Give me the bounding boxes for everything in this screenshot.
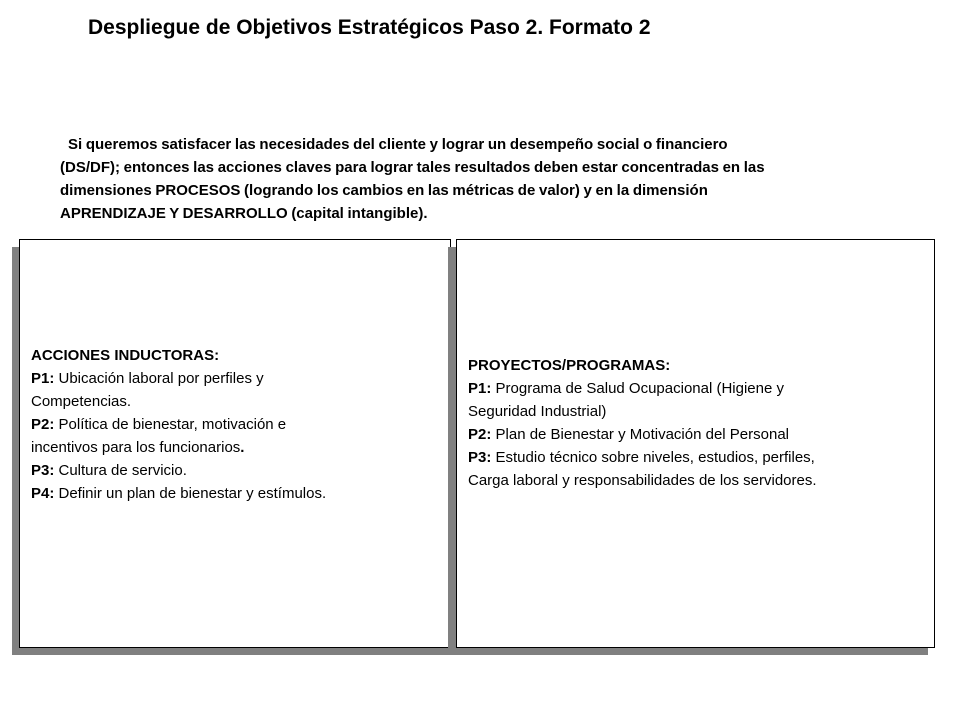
proyectos-p1-text: Programa de Salud Ocupacional (Higiene y bbox=[491, 380, 785, 397]
acciones-heading: ACCIONES INDUCTORAS: bbox=[31, 347, 220, 364]
acciones-item-p2 bbox=[31, 413, 326, 436]
acciones-p1-text: Ubicación laboral por perfiles y bbox=[54, 370, 264, 387]
proyectos-p3-continuation: Carga laboral y responsabilidades de los servidores. bbox=[468, 472, 817, 489]
acciones-p4-text: Definir un plan de bienestar y estímulos. bbox=[54, 485, 327, 502]
proyectos-panel bbox=[456, 239, 935, 648]
acciones-p3-text: Cultura de servicio. bbox=[54, 462, 187, 479]
proyectos-p3-text: Estudio técnico sobre niveles, estudios, perfiles, bbox=[491, 449, 815, 466]
proyectos-content bbox=[468, 354, 817, 492]
acciones-p2-continuation bbox=[31, 436, 326, 459]
proyectos-p1-continuation: Seguridad Industrial) bbox=[468, 403, 607, 420]
acciones-p2-code: P2: bbox=[31, 416, 55, 433]
proyectos-heading: PROYECTOS/PROGRAMAS: bbox=[468, 357, 671, 374]
proyectos-item-p2 bbox=[468, 423, 817, 446]
intro-line-4: APRENDIZAJE Y DESARROLLO (capital intangible). bbox=[60, 205, 428, 222]
intro-paragraph bbox=[60, 133, 940, 225]
acciones-p2-cont-text: incentivos para los funcionarios bbox=[31, 439, 241, 456]
acciones-item-p3 bbox=[31, 459, 326, 482]
proyectos-item-p1 bbox=[468, 377, 817, 400]
intro-line-1: Si queremos satisfacer las necesidades del cliente y lograr un desempeño social o financiero bbox=[68, 136, 728, 153]
acciones-p2-end: . bbox=[240, 439, 245, 456]
acciones-panel bbox=[19, 239, 451, 648]
intro-line-3: dimensiones PROCESOS (logrando los cambios en las métricas de valor) y en la dimensión bbox=[60, 182, 708, 199]
proyectos-p2-code: P2: bbox=[468, 426, 492, 443]
acciones-p1-continuation: Competencias. bbox=[31, 393, 132, 410]
slide-title: Despliegue de Objetivos Estratégicos Paso 2. Formato 2 bbox=[88, 16, 651, 39]
proyectos-p2-text: Plan de Bienestar y Motivación del Personal bbox=[491, 426, 790, 443]
acciones-content bbox=[31, 344, 326, 505]
proyectos-item-p3 bbox=[468, 446, 817, 469]
acciones-p2-text: Política de bienestar, motivación e bbox=[54, 416, 287, 433]
acciones-item-p1 bbox=[31, 367, 326, 390]
acciones-p4-code: P4: bbox=[31, 485, 55, 502]
intro-line-2: (DS/DF); entonces las acciones claves para lograr tales resultados deben estar concentradas en las bbox=[60, 159, 765, 176]
proyectos-p1-code: P1: bbox=[468, 380, 492, 397]
acciones-item-p4 bbox=[31, 482, 326, 505]
acciones-p3-code: P3: bbox=[31, 462, 55, 479]
proyectos-p3-code: P3: bbox=[468, 449, 492, 466]
acciones-p1-code: P1: bbox=[31, 370, 55, 387]
